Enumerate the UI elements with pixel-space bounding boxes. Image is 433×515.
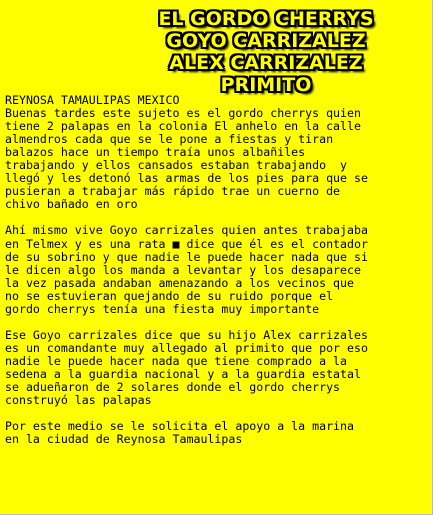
text-line: Ese Goyo carrizales dice que su hijo Alex carrizales	[5, 327, 368, 342]
text-line: de su sobrino y que nadie le puede hacer nada que si	[5, 249, 368, 264]
text-line: le dicen algo los manda a levantar y los desaparece	[5, 262, 361, 277]
headline-line: GOYO CARRIZALEZ	[166, 30, 366, 52]
text-line: la vez pasada andaban amenazando a los vecinos que	[5, 275, 355, 290]
text-line: tiene 2 palapas en la colonia El anhelo en la calle	[5, 119, 361, 134]
headline	[100, 8, 432, 96]
headline-line: ALEX CARRIZALEZ	[169, 52, 363, 74]
paragraph	[5, 94, 429, 211]
body-text	[5, 94, 429, 459]
headline-line: PRIMITO	[220, 74, 312, 96]
paragraph	[5, 329, 429, 407]
text-line: Ahí mismo vive Goyo carrizales quien antes trabajaba	[5, 223, 368, 238]
text-line: construyó las palapas	[5, 393, 152, 408]
paragraph	[5, 224, 429, 315]
text-line: gordo cherrys tenía una fiesta muy importante	[5, 301, 320, 316]
text-line: no se estuvieran quejando de su ruido porque el	[5, 288, 334, 303]
text-line: sedena a la guardia nacional y a la guardia estatal	[5, 366, 361, 381]
text-line: en Telmex y es una rata ■ dice que él es el contador	[5, 236, 368, 251]
headline-line: EL GORDO CHERRYS	[158, 8, 374, 30]
paragraph	[5, 420, 429, 446]
text-line: REYNOSA TAMAULIPAS MEXICO	[5, 93, 180, 107]
text-line: trabajando y ellos cansados estaban trabajando y	[5, 158, 348, 173]
text-line: llegó y les detonó las armas de los pies para que se	[5, 171, 368, 186]
text-line: pusieran a trabajar más rápido trae un cuerno de	[5, 184, 341, 199]
text-line: se adueñaron de 2 solares donde el gordo cherrys	[5, 380, 341, 395]
text-line: almendros cada que se le pone a fiestas y tiran	[5, 132, 334, 147]
text-line: Buenas tardes este sujeto es el gordo cherrys quien	[5, 106, 361, 121]
text-line: en la ciudad de Reynosa Tamaulipas	[5, 432, 243, 447]
text-line: nadie le puede hacer nada que tiene comprado a la	[5, 353, 348, 368]
text-line: Por este medio se le solicita el apoyo a la marina	[5, 419, 355, 434]
text-line: es un comandante muy allegado al primito que por eso	[5, 340, 368, 355]
text-line: chivo bañado en oro	[5, 197, 138, 212]
text-line: balazos hace un tiempo traía unos albañiles	[5, 145, 306, 160]
